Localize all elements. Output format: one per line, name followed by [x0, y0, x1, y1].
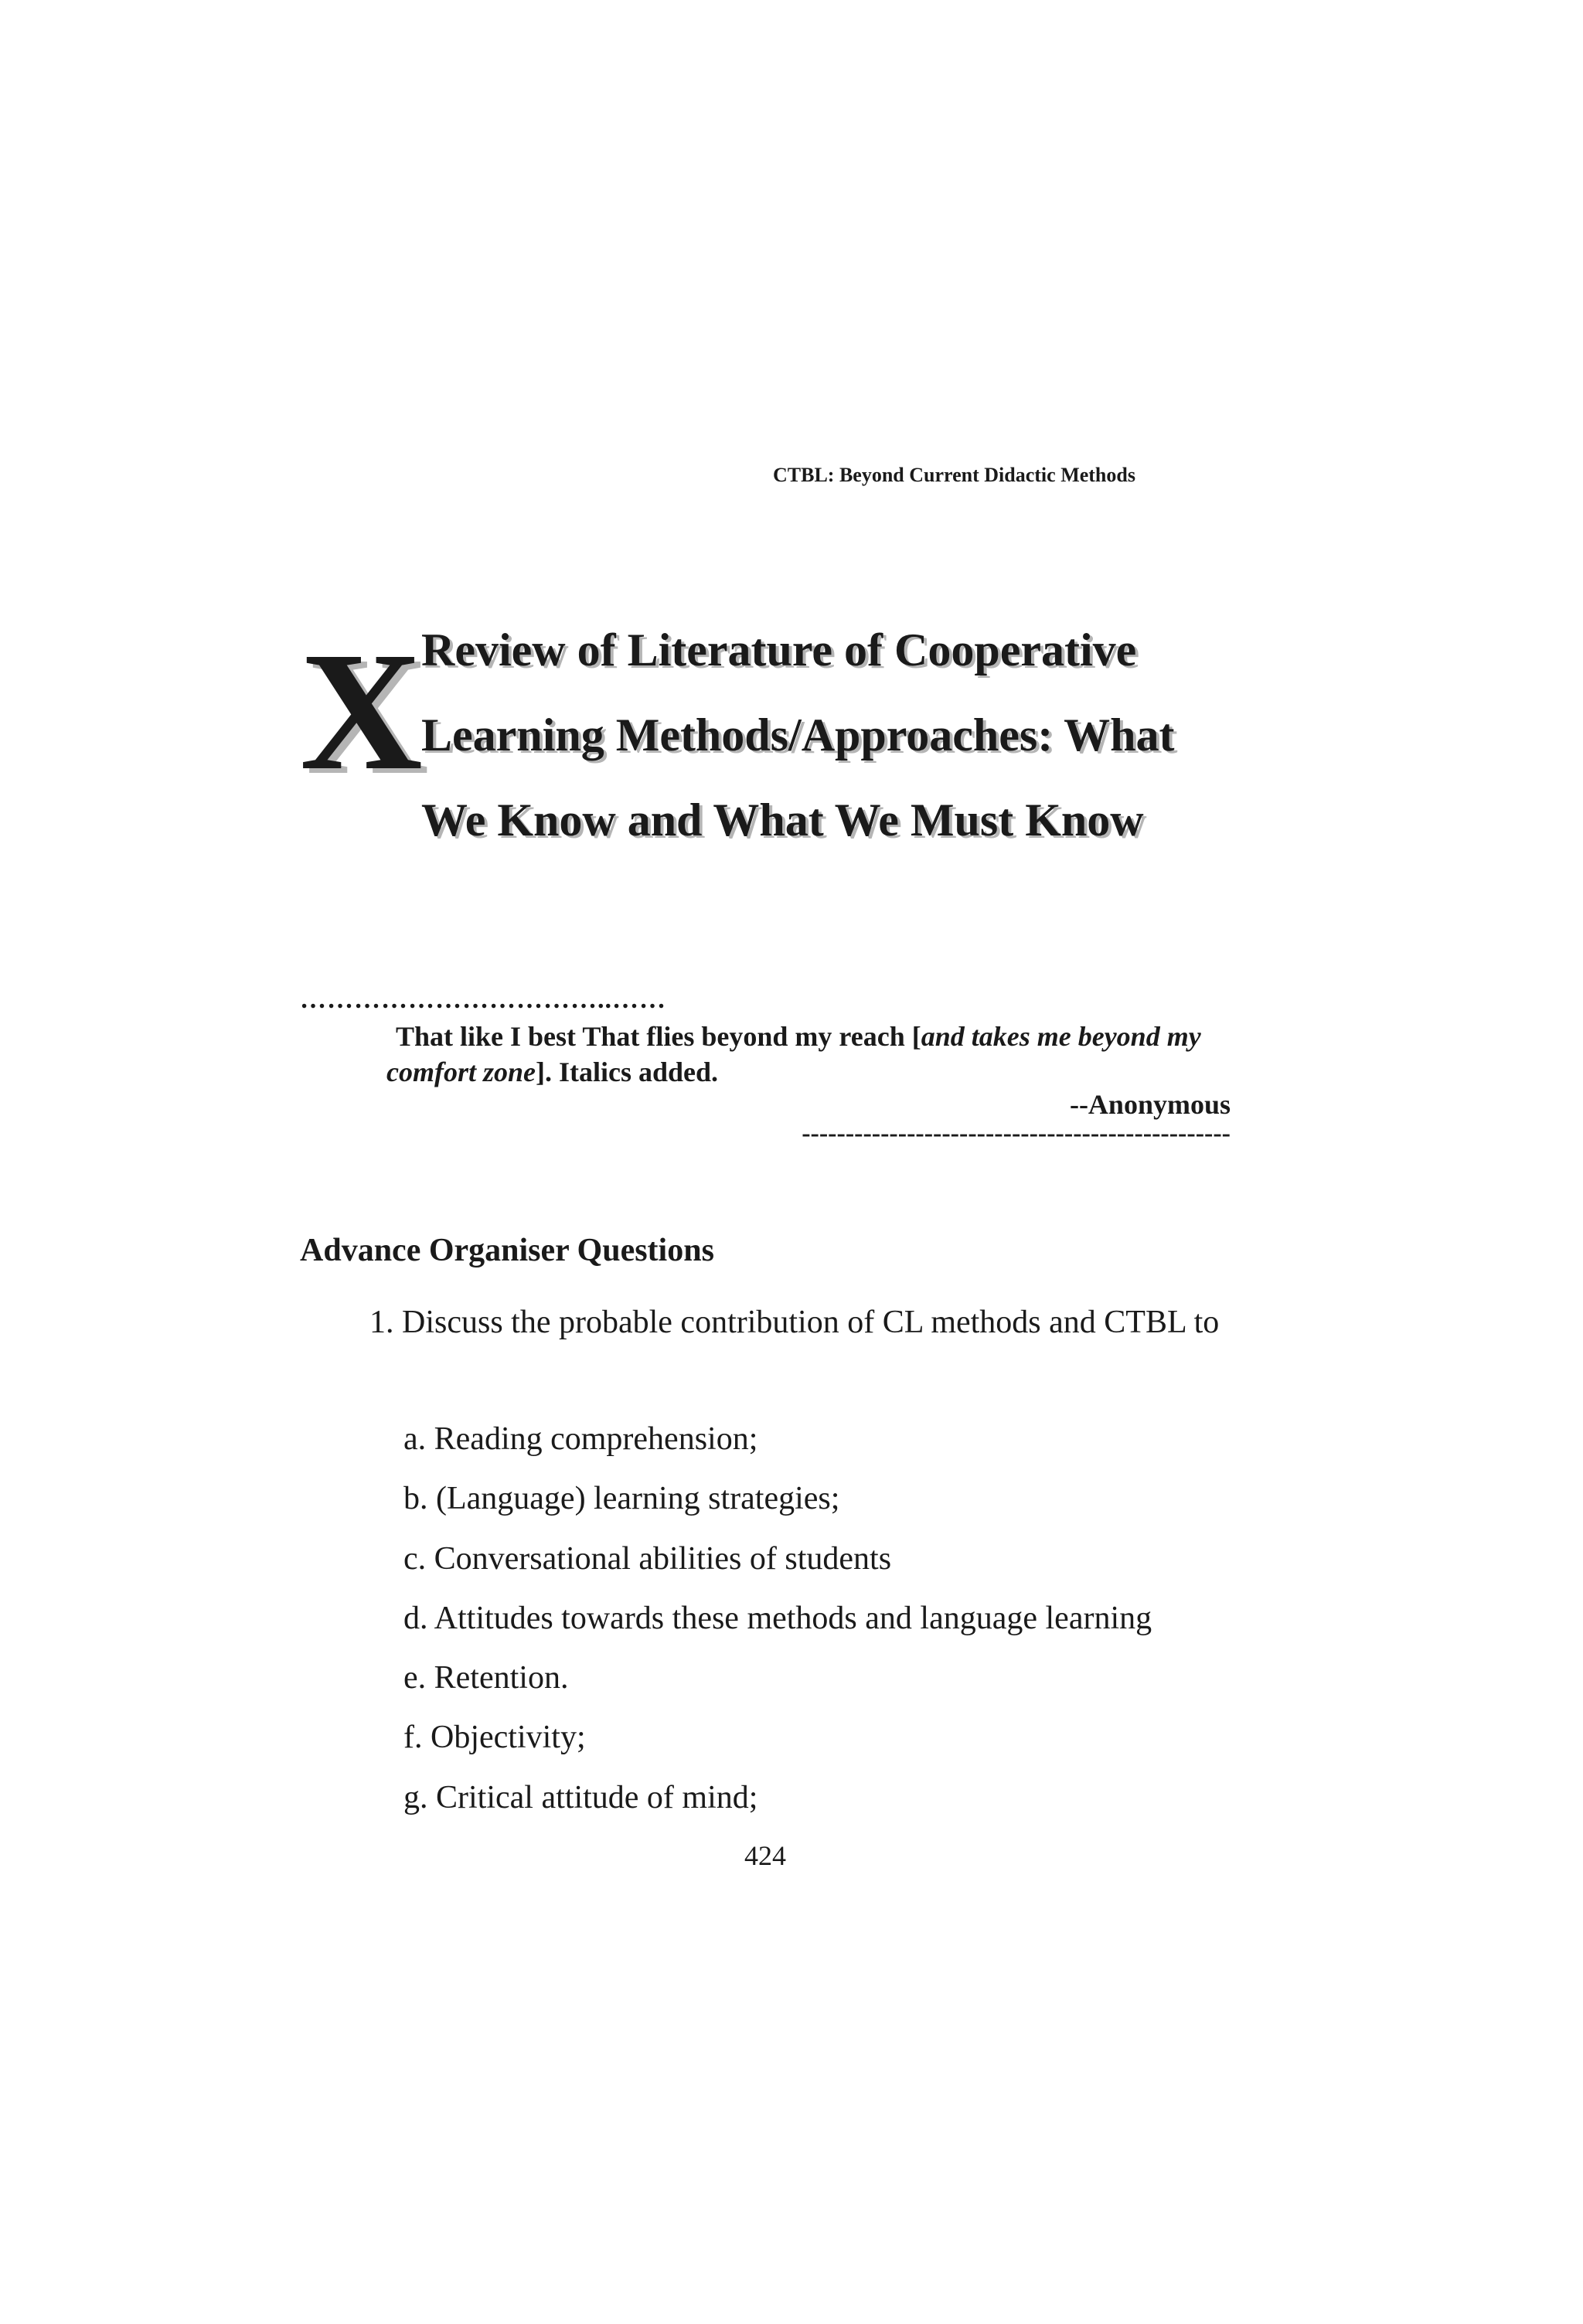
- chapter-number: X: [300, 617, 423, 805]
- chapter-title-line: We Know and What We Must Know: [421, 795, 1144, 846]
- list-item: a. Reading comprehension;: [403, 1421, 758, 1457]
- list-item: e. Retention.: [403, 1660, 569, 1696]
- question-1: 1. Discuss the probable contribution of CL methods and CTBL to: [369, 1305, 1220, 1340]
- chapter-title-line: Review of Literature of Cooperative: [421, 624, 1137, 675]
- chapter-title: [421, 607, 1272, 863]
- list-item: c. Conversational abilities of students: [403, 1540, 892, 1577]
- list-item: d. Attitudes towards these methods and language learning: [403, 1600, 1152, 1636]
- epigraph-quote-italic: and takes me beyond my comfort zone: [386, 1021, 1201, 1087]
- epigraph-quote: [386, 1019, 1244, 1090]
- list-item: g. Critical attitude of mind;: [403, 1779, 758, 1815]
- chapter-title-line: Learning Methods/Approaches: What: [421, 709, 1175, 760]
- epigraph-dots: ……………………………..……: [300, 985, 666, 1014]
- epigraph-quote-text: That like I best That flies beyond my reach [: [396, 1021, 921, 1052]
- question-sub-items: [403, 1410, 1152, 1828]
- epigraph-author: --Anonymous: [1069, 1089, 1231, 1120]
- running-head: CTBL: Beyond Current Didactic Methods: [773, 464, 1135, 486]
- list-item: f. Objectivity;: [403, 1720, 586, 1756]
- list-item: b. (Language) learning strategies;: [403, 1481, 840, 1517]
- epigraph-quote-text-end: ]. Italics added.: [536, 1057, 719, 1087]
- section-heading: Advance Organiser Questions: [300, 1233, 714, 1268]
- epigraph-rule: -------------------------------------------------: [802, 1119, 1231, 1148]
- page-number: 424: [744, 1840, 786, 1871]
